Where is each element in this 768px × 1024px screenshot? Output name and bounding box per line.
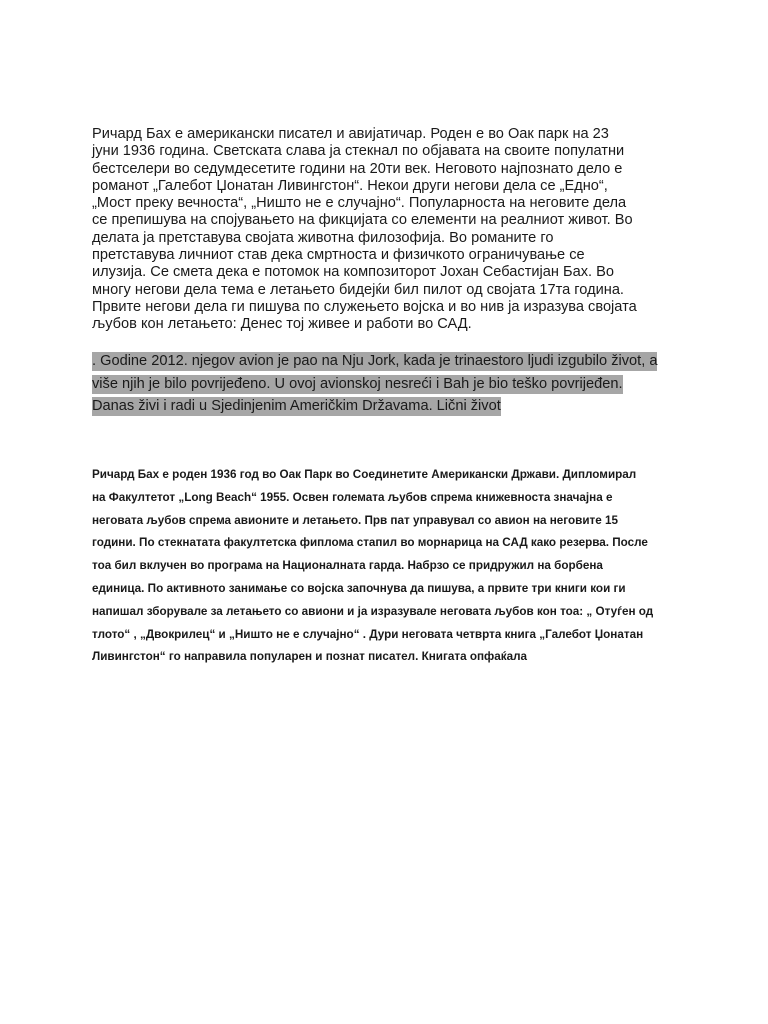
text-line: неговата љубов спрема авионите и летањето. Прв пат управувал со авион на неговите 15 xyxy=(92,513,619,527)
paragraph-bold-bio xyxy=(92,464,682,669)
paragraph-highlighted xyxy=(92,350,682,418)
text-line: многу негови дела тема е летањето бидејќи бил пилот од својата 17та година. xyxy=(92,281,624,298)
highlighted-text-line: Danas živi i radi u Sjedinjenim Američkim Državama. Lični život xyxy=(92,398,501,414)
text-line: Ричард Бах е американски писател и авијатичар. Роден е во Оак парк на 23 xyxy=(92,126,609,142)
text-line: романот „Галебот Џонатан Ливингстон“. Некои други негови дела се „Едно“, xyxy=(92,177,608,194)
text-line-wrapper xyxy=(92,373,682,396)
text-line: бестселери во седумдесетите години на 20ти век. Неговото најпознато дело е xyxy=(92,160,623,177)
text-line: тлото“ , „Двокрилец“ и „Ништо не е случајно“ . Дури неговата четврта книга „Галебот Џонатан xyxy=(92,627,644,641)
text-line: Првите негови дела ги пишува по служењето војска и во нив ја изразува својата xyxy=(92,298,637,315)
highlighted-text-line: . Godine 2012. njegov avion je pao na Nju Jork, kada je trinaestoro ljudi izgubilo život, a xyxy=(92,353,658,369)
text-line: на Факултетот „Long Beach“ 1955. Освен големата љубов спрема книжевноста значајна е xyxy=(92,490,613,504)
text-line: делата ја претставува својата животна филозофија. Во романите го xyxy=(92,229,554,246)
text-line-wrapper xyxy=(92,395,682,418)
highlighted-text-line: više njih je bilo povrijeđeno. U ovoj avionskoj nesreći i Bah je bio teško povrijeđen. xyxy=(92,375,623,392)
text-line: единица. По активното занимање со војска започнува да пишува, а првите три книги кои ги xyxy=(92,581,626,595)
text-line: претставува личниот став дека смртноста и физичкото ограничување се xyxy=(92,247,585,264)
text-line: јуни 1936 година. Светската слава ја стекнал по објавата на своите популатни xyxy=(92,143,625,160)
text-line: години. По стекнатата факултетска фиплома стапил во морнарица на САД како резерва. После xyxy=(92,536,648,550)
paragraph-macedonian-bio xyxy=(92,126,682,334)
text-line: „Мост преку вечноста“, „Ништо не е случајно“. Популарноста на неговите дела xyxy=(92,195,627,212)
text-line: напишал зборувале за летањето со авиони и ја изразувале неговата љубов кон тоа: „ Отуѓен од xyxy=(92,604,654,618)
text-line: Ричард Бах е роден 1936 год во Оак Парк во Соединетите Американски Држави. Дипломирал xyxy=(92,468,637,481)
text-line: тоа бил вклучен во програма на Националната гарда. Набрзо се придружил на борбена xyxy=(92,559,603,573)
text-line: се препишува на спојувањето на фикцијата со елементи на реалниот живот. Во xyxy=(92,212,633,229)
text-line: љубов кон летањето: Денес тој живее и работи во САД. xyxy=(92,316,472,333)
text-line: Ливингстон“ го направила популарен и познат писател. Книгата опфаќала xyxy=(92,650,528,664)
text-line-wrapper xyxy=(92,350,682,373)
text-line: илузија. Се смета дека е потомок на композиторот Јохан Себастијан Бах. Во xyxy=(92,264,614,281)
